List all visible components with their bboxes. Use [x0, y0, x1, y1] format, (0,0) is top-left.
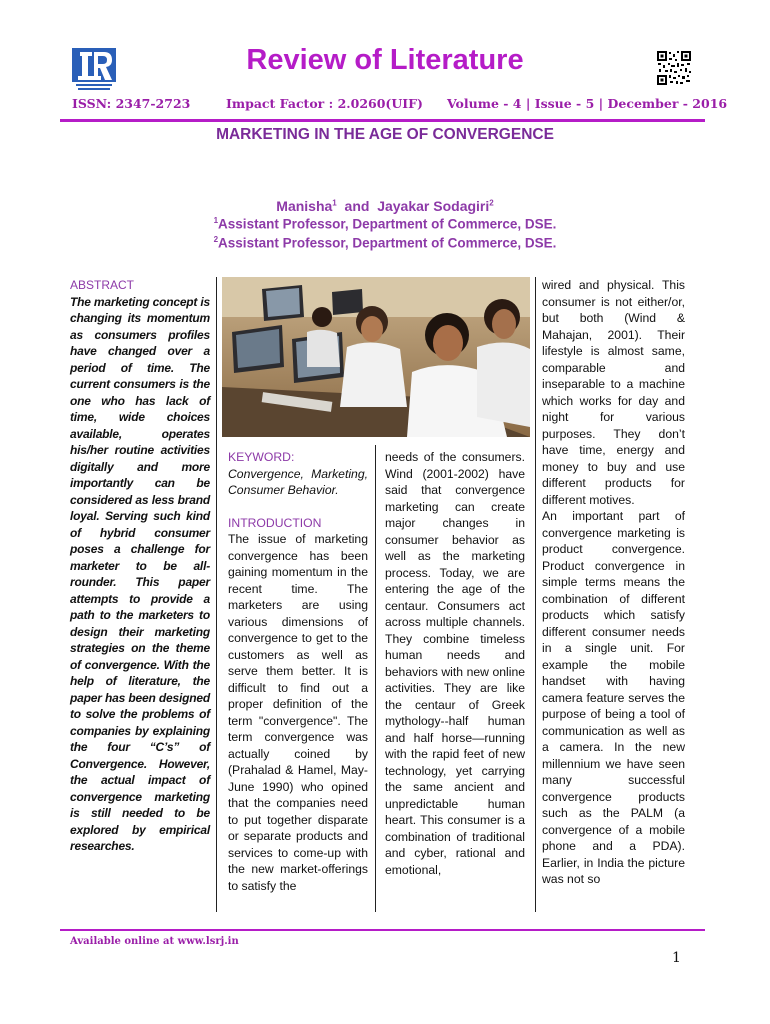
column-2 — [228, 449, 368, 894]
volume-info-label: Volume - 4 | Issue - 5 | December - 2016 — [447, 96, 728, 111]
affiliation-1-sup: 1 — [213, 216, 219, 225]
introduction-body-col3: needs of the consumers. Wind (2001-2002) have said that convergence marketing can create major changes in consumer behavior as well as the marketing process. Today, we are entering the age of the centaur. Consumers act across multiple channels. They combine timeless human needs and behaviors with new online activities. They are like the centaur of Greek mythology--half human and half horse—running with the rapid feet of new technology, yet carrying the same ancient and unpredictable human heart. This consumer is a combination of traditional and cyber, rational and emotional, — [385, 450, 525, 877]
introduction-body-col4-para1: wired and physical. This consumer is not either/or, but both (Wind & Mahajan, 2001). Their lifestyle is almost same, comparable and inseparable to a machine which works for day and night for various purposes. They don’t have time, energy and money to buy and use different products for different motives. — [542, 278, 685, 507]
author-1: Manisha — [276, 198, 333, 214]
keywords-block — [228, 449, 368, 499]
column-3 — [385, 449, 525, 878]
introduction-body-col2: The issue of marketing convergence has been gaining momentum in the recent time. The marketers are using various dimensions of convergence to get to the customers as well as serve them better. It is difficult to find out a proper definition of the term "convergence". The term convergence was actually coined by (Prahalad & Hamel, May-June 1990) who opined that the companies need to put together disparate or separate products and services to come-up with the new market-offerings to satisfy the — [228, 532, 368, 893]
footer-divider — [60, 929, 705, 931]
affiliation-2 — [0, 235, 770, 251]
column-divider — [375, 445, 376, 912]
introduction-body-col4-para2: An important part of convergence marketing is product convergence. Product convergence in simple terms means the combination of different products which satisfy different consumer needs in a single unit. For example the mobile handset with having camera feature serves the purpose of being a tool of communication as well as a camera. In the new millennium we have seen many successful convergence products such as the PALM (a convergence of a mobile phone and a PDA). Earlier, in India the picture was not so — [542, 509, 685, 886]
affiliation-1-text: Assistant Professor, Department of Commerce, DSE. — [218, 216, 557, 232]
author-2: Jayakar Sodagiri — [377, 198, 490, 214]
abstract-heading: ABSTRACT — [70, 278, 135, 292]
author-2-sup: 2 — [489, 198, 494, 208]
author-and: and — [344, 198, 370, 214]
header-divider — [60, 119, 705, 122]
keywords-heading: KEYWORD: — [228, 450, 295, 464]
affiliation-2-text: Assistant Professor, Department of Commerce, DSE. — [218, 235, 557, 251]
qr-code-icon — [656, 50, 692, 86]
journal-title: Review of Literature — [246, 44, 524, 76]
author-line — [0, 198, 770, 214]
paper-title: MARKETING IN THE AGE OF CONVERGENCE — [216, 126, 554, 143]
affiliation-2-sup: 2 — [213, 235, 219, 244]
abstract-body: The marketing concept is changing its momentum as consumers profiles have changed over a period of time. The current consumers is the one who has lack of time, wide choices available, operates his/her routine activities digitally and more importantly can be considered as less brand loyal. Serving such kind of hybrid consumer poses a challenge for marketer to be all-rounder. This paper attempts to provide a path to the marketers to design their marketing strategies on the theme of convergence. With the help of literature, the paper has been designed to solve the problems of companies by explaining the four “C’s” of Convergence. However, the actual impact of convergence marketing is still needed to be explored by empirical researches. — [70, 294, 210, 853]
introduction-heading: INTRODUCTION — [228, 515, 322, 530]
column-divider — [216, 277, 217, 912]
affiliation-1 — [0, 216, 770, 232]
author-1-sup: 1 — [332, 198, 337, 208]
keywords-body: Convergence, Marketing, Consumer Behavior. — [228, 466, 368, 497]
abstract-section — [70, 277, 210, 855]
impact-factor-label: Impact Factor : 2.0260(UIF) — [226, 96, 423, 111]
column-divider — [535, 277, 536, 912]
available-online-link[interactable]: Available online at www.lsrj.in — [70, 936, 239, 947]
classroom-computer-photo — [222, 277, 530, 437]
column-4 — [542, 277, 685, 888]
issn-label: ISSN: 2347-2723 — [72, 96, 191, 111]
page-number: 1 — [672, 950, 681, 966]
